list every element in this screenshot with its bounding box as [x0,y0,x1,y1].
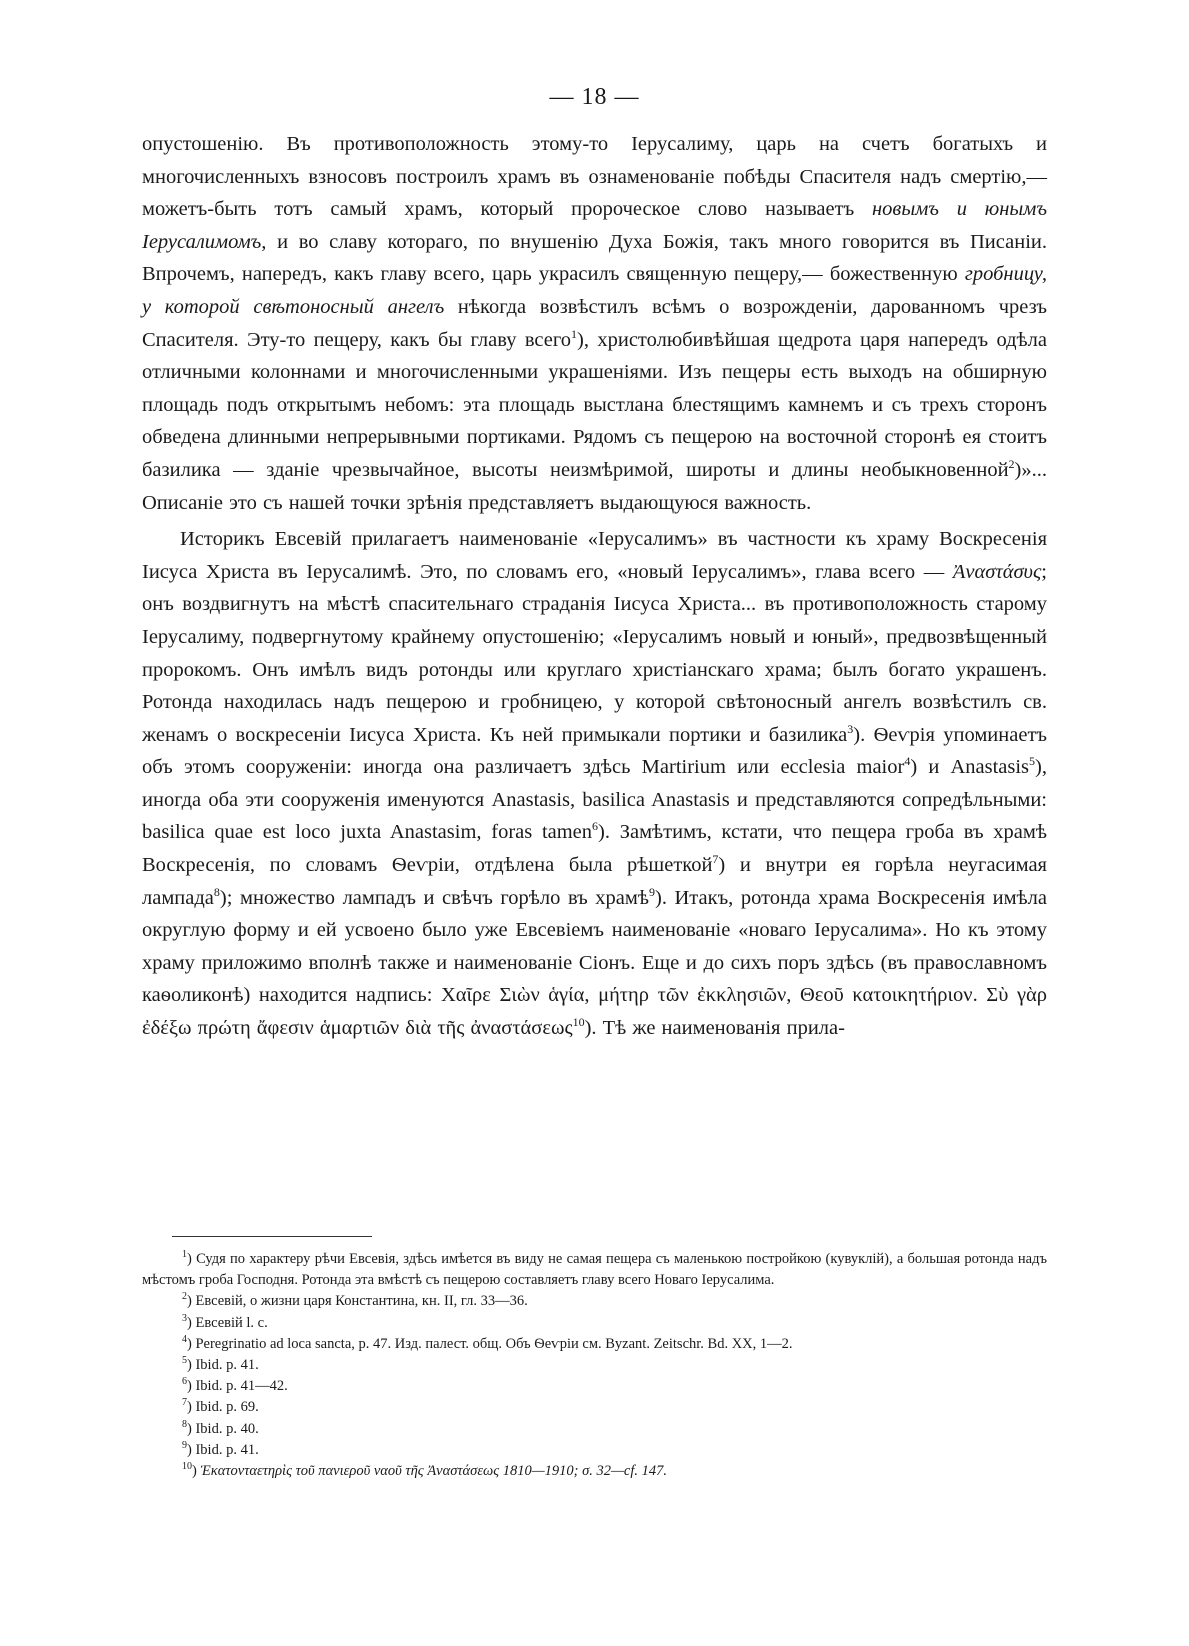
greek-inscription: Χαῖρε Σιὼν ἁγία, μήτηρ τῶν ἐκκλησιῶν, Θεοῦ κατοικητήριον. Σὺ γὰρ ἐδέξω πρώτη ἄφεσιν ἁμαρτιῶν διὰ τῆς ἀναστάσεως [142,984,1047,1040]
footnote-ref-1[interactable]: 1 [571,326,578,341]
footnote-1: $^1$) Судя по характеру рѣчи Евсевія, здѣсь имѣется въ виду не самая пещера съ маленькою постройкою (кувуклій), а большая ротонда надъ мѣстомъ гроба Господня. Ротонда эта вмѣстѣ съ пещерою составляетъ главу всего Новаго Іерусалима. [142,1249,1047,1289]
footnotes [142,1236,1047,1482]
footnote-3: $^3$) Евсевій l. c. [182,1312,268,1331]
greek-anastasis: Ἀναστάσυς [952,560,1042,583]
page-number: — 18 — [549,84,640,110]
footnote-ref-10[interactable]: 10 [572,1015,585,1030]
footnote-6: $^6$) Ibid. p. 41—42. [182,1376,288,1395]
footnote-4: $^4$) Peregrinatio ad loca sancta, p. 47. Изд. палест. общ. Объ Ѳеѵріи см. Byzant. Zeitschr. Bd. XX, 1—2. [182,1333,793,1352]
emphasis-tomb-angel: гробницу, у которой свѣтоносный ангелъ [142,263,1047,318]
footnote-ref-3[interactable]: 3 [847,721,854,736]
footnote-ref-6[interactable]: 6 [592,819,599,834]
footnote-7: $^7$) Ibid. p. 69. [182,1397,259,1416]
footnote-ref-9[interactable]: 9 [649,884,655,899]
footnote-ref-5[interactable]: 5 [1029,754,1036,769]
paragraph-1: опустошенію. Въ противоположность этому-то Іерусалиму, царь на счетъ богатыхъ и многочисленныхъ взносовъ построилъ храмъ въ ознаменованіе побѣды Спасителя надъ смертію,— можетъ-быть тотъ самый храмъ, который пророческое слово называетъ новымъ и юнымъ Іерусалимомъ, и во славу котораго, по внушенію Духа Божія, такъ много говорится въ Писаніи. Впрочемъ, напередъ, какъ главу всего, царь украсилъ священную пещеру,— божественную гробницу, у которой свѣтоносный ангелъ нѣкогда возвѣстилъ всѣмъ о возрожденіи, дарованномъ чрезъ Спасителя. Эту-то пещеру, какъ бы главу всего$^1$), христолюбивѣйшая щедрота царя напередъ одѣла отличными колоннами и многочисленными украшеніями. Изъ пещеры есть выходъ на обширную площадь подъ открытымъ небомъ: эта площадь выстлана блестящимъ камнемъ и съ трехъ сторонъ обведена длинными непрерывными портиками. Рядомъ съ пещерою на восточной сторонѣ ея стоитъ базилика — зданіе чрезвычайное, высоты неизмѣримой, широты и длины необыкновенной$^2$)»... Описаніе это съ нашей точки зрѣнія представляетъ выдающуюся важность. [142,133,1048,514]
emphasis-new-jerusalem: новымъ и юнымъ Іерусалимомъ, [142,198,1048,253]
footnote-divider [172,1236,372,1237]
footnote-2: $^2$) Евсевій, о жизни царя Константина, кн. II, гл. 33—36. [182,1291,528,1310]
footnote-8: $^8$) Ibid. p. 40. [182,1418,259,1437]
footnote-ref-2[interactable]: 2 [1008,457,1015,472]
footnote-9: $^9$) Ibid. p. 41. [182,1440,259,1458]
footnote-ref-4[interactable]: 4 [904,754,911,769]
footnote-5: $^5$) Ibid. p. 41. [182,1355,259,1374]
footnote-ref-8[interactable]: 8 [213,884,220,899]
footnote-10: $^{10}$) Ἑκατονταετηρὶς τοῦ πανιεροῦ ναοῦ τῆς Ἀναστάσεως 1810—1910; σ. 32—cf. 147. [182,1461,668,1480]
main-text [142,128,1047,1045]
paragraph-2: Историкъ Евсевій прилагаетъ наименованіе «Іерусалимъ» въ частности къ храму Воскресенія Іисуса Христа въ Іерусалимѣ. Это, по словамъ его, «новый Іерусалимъ», глава всего — Ἀναστάσυς; онъ воздвигнутъ на мѣстѣ спасительнаго страданія Іисуса Христа... въ противоположность старому Іерусалиму, подвергнутому крайнему опустошенію; «Іерусалимъ новый и юный», предвозвѣщенный пророкомъ. Онъ имѣлъ видъ ротонды или круглаго христіанскаго храма; былъ богато украшенъ. Ротонда находилась надъ пещерою и гробницею, у которой свѣтоносный ангелъ возвѣстилъ св. женамъ о воскресеніи Іисуса Христа. Къ ней примыкали портики и базилика$^3$). Ѳеѵрія упоминаетъ объ этомъ сооруженіи: иногда она различаетъ здѣсь Martirium или ecclesia maior$^4$) и Anastasis$^5$), иногда оба эти сооруженія именуются Anastasis, basilica Anastasis и представляются сопредѣльными: basilica quae est loco juxta Anastasim, foras tamen$^6$). Замѣтимъ, кстати, что пещера гроба въ храмѣ Воскресенія, по словамъ Ѳеѵріи, отдѣлена была рѣшеткой$^7$) и внутри ея горѣла неугасимая лампада$^8$); множество лампадъ и свѣчъ горѣло въ храмѣ$^9$). Итакъ, ротонда храма Воскресенія имѣла округлую форму и ей усвоено было уже Евсевіемъ наименованіе «новаго Іерусалима». Но къ этому храму приложимо вполнѣ также и наименованіе Сіонъ. Еще и до сихъ поръ здѣсь (въ православномъ каѳоликонѣ) находится надпись: Χαῖρε Σιὼν ἁγία, μήτηρ τῶν ἐκκλησιῶν, Θεοῦ κατοικητήριον. Σὺ γὰρ ἐδέξω πρώτη ἄφεσιν ἁμαρτιῶν διὰ τῆς ἀναστάσεως$^{10}$). Тѣ же наименованія прила- [142,528,1048,1040]
footnote-ref-7[interactable]: 7 [712,852,719,867]
